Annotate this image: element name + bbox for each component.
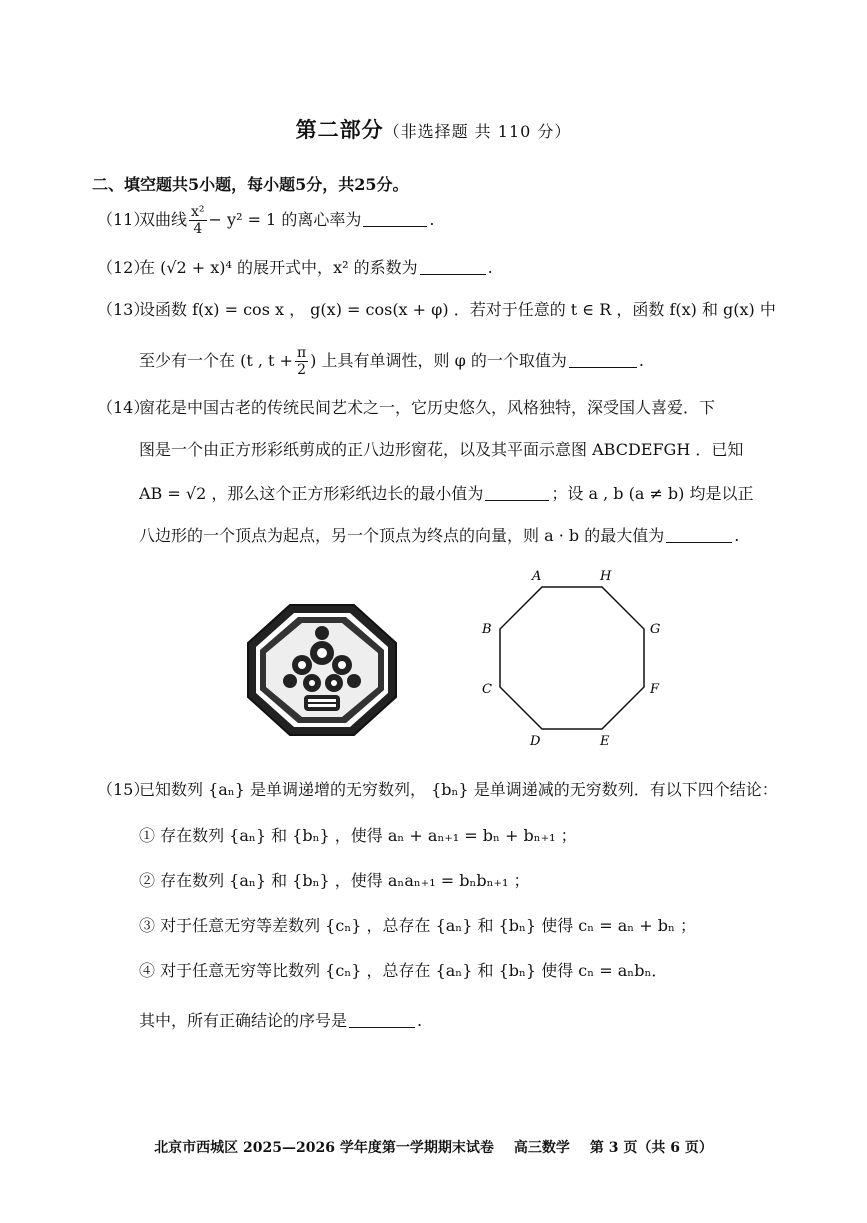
q13-line2-pre: 至少有一个在 (t , t +: [139, 351, 293, 370]
q15-end: .: [417, 1011, 423, 1030]
q11-text-mid: − y² = 1 的离心率为: [208, 210, 362, 229]
vertex-label-h: H: [600, 569, 612, 584]
q15-conclusion-3: ③ 对于任意无穷等差数列 {cₙ} ，总存在 {aₙ} 和 {bₙ} 使得 cₙ = aₙ + bₙ ；: [139, 916, 697, 935]
paper-cut-flower-image: [246, 603, 398, 737]
q14-line2: 图是一个由正方形彩纸剪成的正八边形窗花，以及其平面示意图 ABCDEFGH ．已知: [139, 440, 744, 459]
vertex-label-c: C: [482, 682, 492, 697]
q13-frac-den: 2: [297, 362, 307, 378]
part-title: 第二部分: [295, 117, 384, 142]
q13-end: .: [638, 351, 644, 370]
q14-line1: 窗花是中国古老的传统民间艺术之一，它历史悠久，风格独特，深受国人喜爱．下: [139, 398, 716, 417]
question-number: （12）: [97, 258, 150, 277]
q11-text-pre: 双曲线: [139, 210, 188, 229]
octagon-shape: [500, 587, 644, 729]
page-footer: [0, 1137, 867, 1157]
vertex-label-f: F: [650, 682, 660, 697]
vertex-label-a: A: [532, 569, 542, 584]
question-number: （13）: [97, 300, 150, 319]
vertex-label-g: G: [650, 622, 661, 637]
question-12: [97, 256, 493, 280]
section-heading: 二、填空题共5小题，每小题5分，共25分。: [92, 175, 409, 194]
q13-line2: [139, 345, 644, 378]
footer-subject: 高三数学: [513, 1140, 570, 1156]
q11-end: .: [429, 210, 435, 229]
q15-question: [139, 1009, 422, 1033]
q13-line1: 设函数 f(x) = cos x ， g(x) = cos(x + φ) ．若对于任意的 t ∈ R ，函数 f(x) 和 g(x) 中: [139, 300, 776, 319]
part-subtitle: （非选择题 共 110 分）: [383, 122, 572, 141]
question-number: （11）: [97, 210, 150, 229]
question-15: [97, 778, 778, 802]
footer-page-number: 第 3 页（共 6 页）: [589, 1140, 713, 1156]
q14-end: .: [734, 526, 740, 545]
q12-end: .: [487, 258, 493, 277]
question-13: [97, 298, 776, 322]
q15-conclusion-2: ② 存在数列 {aₙ} 和 {bₙ} ，使得 aₙaₙ₊₁ = bₙbₙ₊₁ ；: [139, 871, 530, 890]
q11-frac-den: 4: [193, 221, 203, 237]
vertex-label-e: E: [600, 734, 610, 749]
question-number: （15）: [97, 780, 150, 799]
answer-blank[interactable]: [569, 351, 637, 368]
octagon-diagram: [472, 565, 672, 755]
answer-blank[interactable]: [485, 484, 549, 501]
q13-fraction: [295, 345, 308, 378]
q14-line4-text: 八边形的一个顶点为起点，另一个顶点为终点的向量，则 a · b 的最大值为: [139, 526, 665, 545]
q15-conclusion-1: ① 存在数列 {aₙ} 和 {bₙ} ，使得 aₙ + aₙ₊₁ = bₙ + bₙ₊₁ ；: [139, 826, 577, 845]
q15-conclusion-4: ④ 对于任意无穷等比数列 {cₙ} ，总存在 {aₙ} 和 {bₙ} 使得 cₙ = aₙbₙ．: [139, 961, 668, 980]
vertex-label-d: D: [530, 734, 541, 749]
answer-blank[interactable]: [420, 258, 486, 275]
answer-blank[interactable]: [349, 1011, 415, 1028]
q13-frac-num: π: [296, 345, 307, 361]
q15-ask: 其中，所有正确结论的序号是: [139, 1011, 348, 1030]
q14-line3: [139, 482, 754, 506]
question-11: [97, 204, 434, 237]
answer-blank[interactable]: [363, 210, 427, 227]
question-number: （14）: [97, 398, 150, 417]
q12-text-pre: 在 (√2 + x)⁴ 的展开式中，: [139, 258, 334, 277]
q13-line2-post: ) 上具有单调性，则 φ 的一个取值为: [310, 351, 567, 370]
q15-intro: 已知数列 {aₙ} 是单调递增的无穷数列， {bₙ} 是单调递减的无穷数列．有以下四个结论：: [139, 780, 778, 799]
q11-fraction: [189, 204, 207, 237]
vertex-label-b: B: [482, 622, 492, 637]
q14-line4: [139, 524, 739, 548]
page-title: [0, 114, 867, 144]
footer-school: 北京市西城区 2025—2026 学年度第一学期期末试卷: [154, 1140, 494, 1156]
q11-frac-num: x²: [191, 204, 205, 220]
question-14: [97, 396, 715, 420]
q12-text-mid: x² 的系数为: [333, 258, 418, 277]
answer-blank[interactable]: [666, 526, 732, 543]
q14-line3-mid: ；设 a , b (a ≠ b) 均是以正: [551, 484, 754, 503]
q14-line3-pre: AB = √2 ，那么这个正方形彩纸边长的最小值为: [139, 484, 484, 503]
